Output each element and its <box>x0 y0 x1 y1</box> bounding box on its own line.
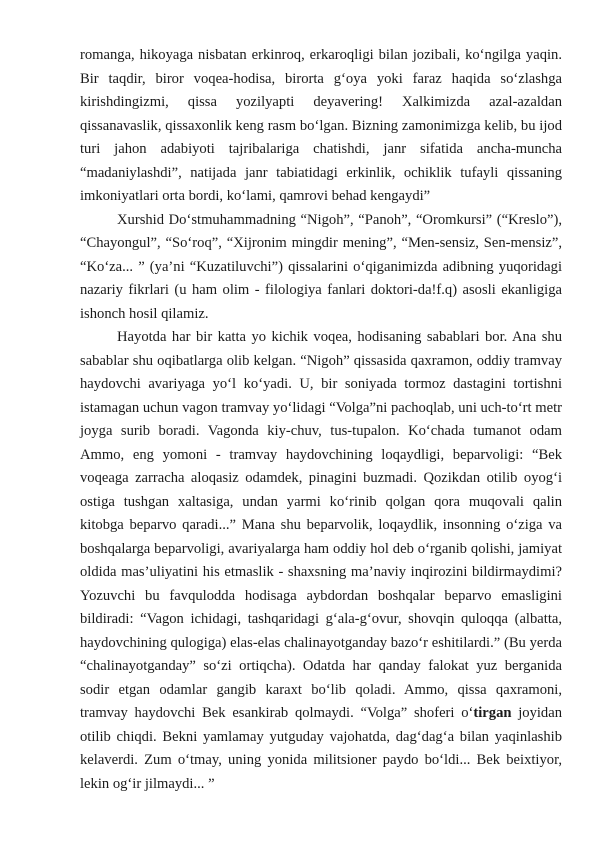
paragraph-3 <box>80 326 562 796</box>
document-page <box>80 44 562 796</box>
bold-word: tirgan <box>473 705 512 721</box>
paragraph-3-text: Hayotda har bir katta yo kichik voqea, hodisaning sabablari bor. Ana shu sabablar shu oqibatlarga olib kelgan. “Nigoh” qissasida qaxramon, oddiy tramvay haydovchi avariyaga yo‘l ko‘yadi. U, bir soniyada tormoz dastagini tortishni istamagan uchun vagon tramvay yo‘lidagi “Volga”ni pachoqlab, uni uch-to‘rt metr joyga surib boradi. Vagonda kiy-chuv, tus-tupalon. Ko‘chada tumanot odam Ammo, eng yomoni - tramvay haydovchining loqaydligi, beparvoligi: “Bek voqeaga zarracha aloqasiz odamdek, pinagini buzmadi. Qozikdan otilib oyog‘i ostiga tushgan xaltasiga, undan yarmi ko‘rinib qolgan qora muqovali qalin kitobga beparvo qaradi...” Mana shu beparvolik, loqaydlik, insonning o‘ziga va boshqalarga beparvoligi, avariyalarga ham oddiy hol deb o‘rganib qolishi, jamiyat oldida mas’uliyatini his etmaslik - shaxsning ma’naviy inqirozini bildirmaydimi? Yozuvchi bu favqulodda hodisaga aybdordan boshqalar beparvo emasligini bildiradi: “Vagon ichidagi, tashqaridagi g‘ala-g‘ovur, shovqin quloqqa (albatta, haydovchining qulogiga) elas-elas chalinayotganday bazo‘r eshitilardi.” (Bu yerda “chalinayotganday” so‘zi ortiqcha). Odatda har qanday falokat yuz berganida sodir etgan odamlar gangib karaxt bo‘lib qoladi. Ammo, qissa qaxramoni, tramvay haydovchi Bek esankirab qolmaydi. “Volga” shoferi o‘ <box>80 329 562 721</box>
paragraph-3-text-end: joyidan otilib chiqdi. Bekni yamlamay yutguday vajohatda, dag‘dag‘a bilan yaqinlashib kelaverdi. Zum o‘tmay, uning yonida militsioner paydo bo‘ldi... Bek beixtiyor, lekin og‘ir jilmaydi... ” <box>80 705 562 792</box>
paragraph-1: romanga, hikoyaga nisbatan erkinroq, erkaroqligi bilan jozibali, ko‘ngilga yaqin. Bir taqdir, biror voqea-hodisa, birorta g‘oya yoki faraz haqida so‘zlashga kirishdingizmi, qissa yozilyapti deyavering! Xalkimizda azal-azaldan qissanavaslik, qissaxonlik keng rasm bo‘lgan. Bizning zamonimizga kelib, bu ijod turi jahon adabiyoti tajribalariga chatishdi, janr sifatida ancha-muncha “madaniylashdi”, natijada janr tabiatidagi erkinlik, ochiklik tufayli qissaning imkoniyatlari orta bordi, ko‘lami, qamrovi behad kengaydi” <box>80 47 562 204</box>
paragraph-2: Xurshid Do‘stmuhammadning “Nigoh”, “Panoh”, “Oromkursi” (“Kreslo”), “Chayongul”, “So‘roq”, “Xijronim mingdir mening”, “Men-sensiz, Sen-mensiz”, “Ko‘za... ” (ya’ni “Kuzatiluvchi”) qissalarini o‘qiganimizda adibning yuqoridagi nazariy fikrlari (u ham olim - filologiya fanlari doktori-da!f.q) asosli ekanligiga ishonch hosil qilamiz. <box>80 211 562 322</box>
